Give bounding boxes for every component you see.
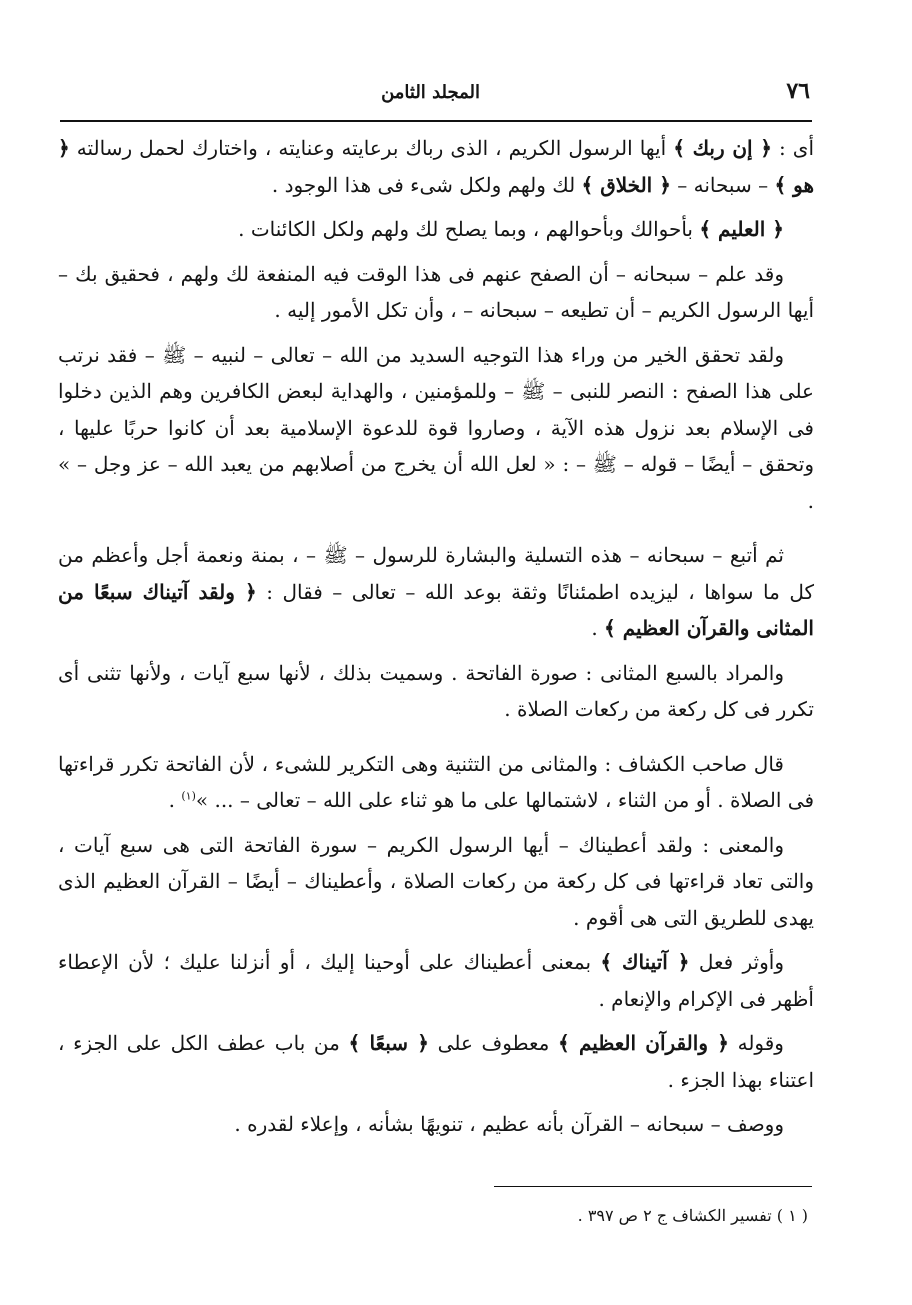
- quran-quote: ﴿ العليم ﴾: [699, 217, 784, 241]
- text-run: ثم أتبع – سبحانه – هذه التسلية والبشارة للرسول – ﷺ – ، بمنة ونعمة أجل وأعظم من كل ما سواها ، ليزيده اطمئنانًا وثقة بوعد الله – تعالى – فقال :: [58, 543, 814, 604]
- page-header: [60, 78, 810, 114]
- paragraph-11: ووصف – سبحانه – القرآن بأنه عظيم ، تنويهًا بشأنه ، وإعلاء لقدره .: [234, 1112, 784, 1136]
- quran-quote: ﴿ إن ربك ﴾: [673, 136, 772, 160]
- quran-quote: ﴿ ولقد آتيناك سبعًا من المثانى والقرآن العظيم ﴾: [58, 579, 814, 640]
- paragraph-5: [58, 537, 814, 647]
- text-run: معطوف على: [429, 1031, 558, 1055]
- text-run: قال صاحب الكشاف : والمثانى من التثنية وهى التكرير للشىء ، لأن الفاتحة تكرر قراءتها فى الصلاة . أو من الثناء ، لاشتمالها على ما هو ثناء على الله – تعالى – ... »: [58, 751, 814, 812]
- text-run: أيها الرسول الكريم ، الذى رباك برعايته وعنايته ، واختارك لحمل رسالته: [69, 136, 674, 160]
- paragraph-10: [58, 1025, 814, 1098]
- body-text: [58, 130, 814, 1151]
- text-run: بأحوالك وبأحوالهم ، وبما يصلح لك ولهم ولكل الكائنات .: [238, 217, 700, 241]
- text-run: .: [168, 788, 182, 812]
- paragraph-3: وقد علم – سبحانه – أن الصفح عنهم فى هذا الوقت فيه المنفعة لك ولهم ، فحقيق بك – أيها الرسول الكريم – أن تطيعه – سبحانه – ، وأن تكل الأمور إليه .: [58, 261, 814, 322]
- quran-quote: ﴿ هو ﴾: [58, 136, 814, 197]
- paragraph-4: ولقد تحقق الخير من وراء هذا التوجيه السديد من الله – تعالى – لنبيه – ﷺ – فقد نرتب على هذا الصفح : النصر للنبى – ﷺ – وللمؤمنين ، والهداية لبعض الكافرين وهم الذين دخلوا فى الإسلام بعد نزول هذه الآية ، وصاروا قوة للدعوة الإسلامية بعد أن كانوا حربًا عليها ، وتحقق – أيضًا – قوله – ﷺ – : « لعل الله أن يخرج من أصلابهم من يعبد الله – عز وجل – » .: [58, 342, 814, 513]
- paragraph-2: [58, 211, 814, 248]
- text-run: وقوله: [728, 1031, 784, 1055]
- text-run: أى :: [771, 136, 815, 160]
- text-run: بمعنى أعطيناك على أوحينا إليك ، أو أنزلنا عليك ؛ لأن الإعطاء أظهر فى الإكرام والإنعام .: [58, 950, 814, 1011]
- quran-quote: ﴿ الخلاق ﴾: [581, 172, 671, 197]
- text-run: من باب عطف الكل على الجزء ، اعتناء بهذا الجزء .: [58, 1031, 814, 1092]
- text-run: – سبحانه –: [670, 172, 775, 197]
- paragraph-1: [58, 130, 814, 203]
- quran-quote: ﴿ والقرآن العظيم ﴾: [558, 1031, 729, 1055]
- footnote-rule: [494, 1186, 812, 1187]
- paragraph-9: [58, 944, 814, 1017]
- text-run: وأوثر فعل: [689, 950, 784, 974]
- footnote: ( ١ ) تفسير الكشاف ج ٢ ص ٣٩٧ .: [577, 1206, 808, 1225]
- text-run: .: [591, 616, 605, 640]
- text-run: لك ولهم ولكل شىء فى هذا الوجود .: [271, 172, 582, 197]
- running-title: المجلد الثامن: [381, 82, 480, 103]
- quran-quote: ﴿ سبعًا ﴾: [348, 1031, 429, 1055]
- quran-quote: ﴿ آتيناك ﴾: [600, 950, 690, 974]
- page-number: ٧٦: [786, 78, 810, 104]
- paragraph-8: والمعنى : ولقد أعطيناك – أيها الرسول الكريم – سورة الفاتحة التى هى سبع آيات ، والتى تعاد قراءتها فى كل ركعة من ركعات الصلاة ، وأعطيناك – أيضًا – القرآن العظيم الذى يهدى للطريق التى هى أقوم .: [58, 832, 814, 930]
- footnote-reference: (١): [181, 789, 196, 803]
- header-rule: [60, 120, 812, 122]
- paragraph-7: [58, 746, 814, 819]
- paragraph-6: والمراد بالسبع المثانى : صورة الفاتحة . وسميت بذلك ، لأنها سبع آيات ، ولأنها تثنى أى تكرر فى كل ركعة من ركعات الصلاة .: [58, 660, 814, 721]
